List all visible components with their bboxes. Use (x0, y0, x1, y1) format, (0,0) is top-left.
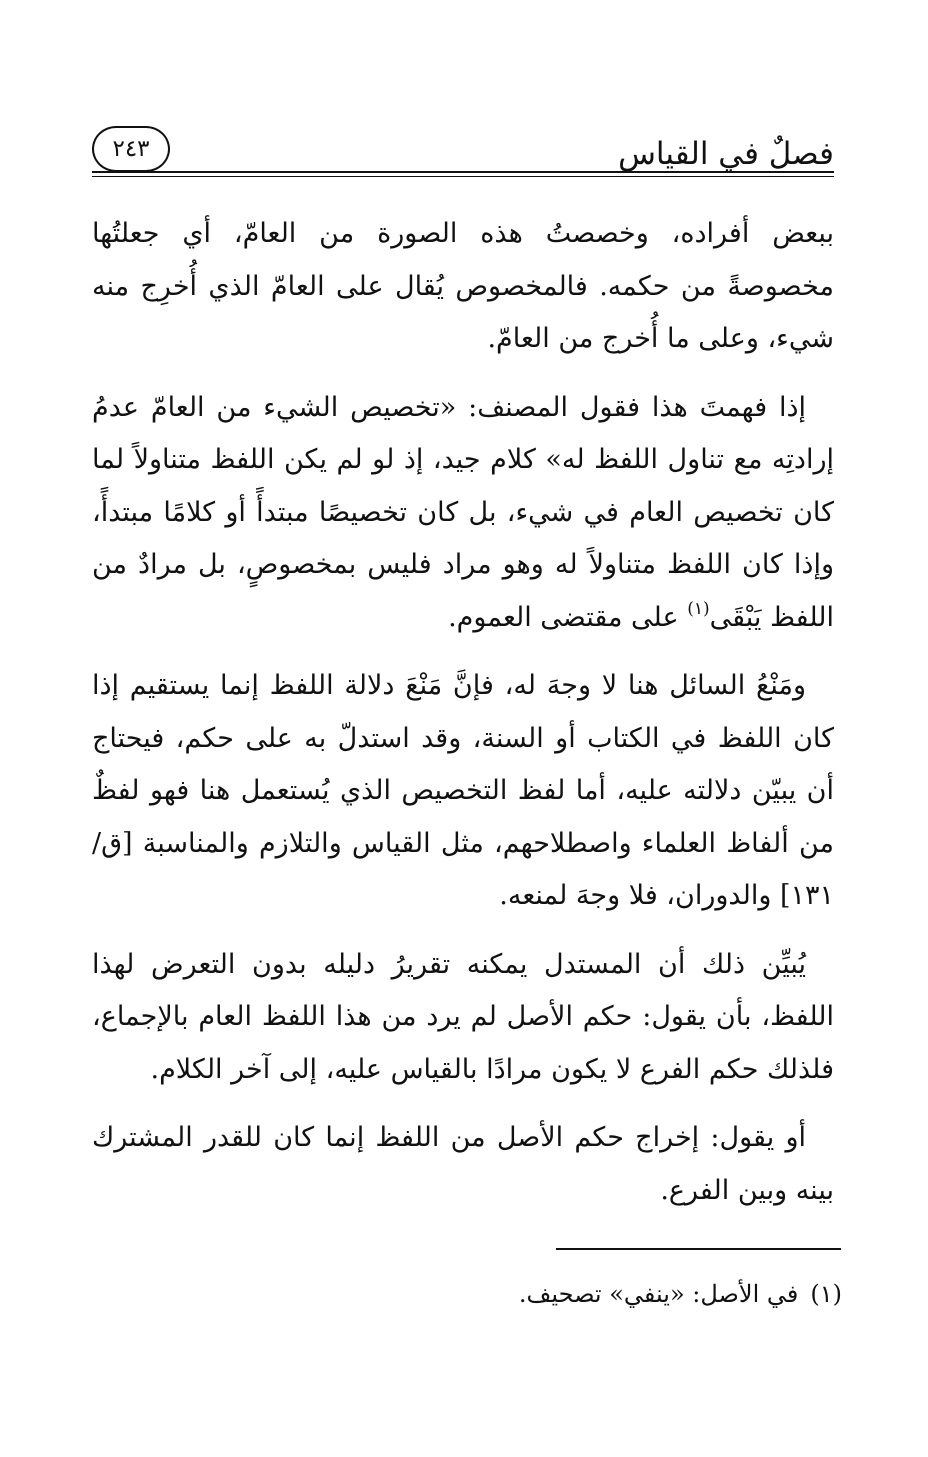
paragraph-2-text: إذا فهمتَ هذا فقول المصنف: «تخصيص الشيء من العامّ عدمُ إرادتِه مع تناول اللفظ له» كلام جيد، إذ لو لم يكن اللفظ متناولاً لما كان تخصيص العام في شيء، بل كان تخصيصًا مبتدأً أو كلامًا مبتدأً، وإذا كان اللفظ متناولاً له وهو مراد فليس بمخصوصٍ، بل مرادٌ من اللفظ يَبْقَى (92, 391, 834, 633)
header-rule-thin (92, 176, 834, 177)
header-rule-thick (92, 171, 834, 173)
paragraph-1: ببعض أفراده، وخصصتُ هذه الصورة من العامّ، أي جعلتُها مخصوصةً من حكمه. فالمخصوص يُقال على العامّ الذي أُخرِج منه شيء، وعلى ما أُخرج من العامّ. (92, 218, 834, 354)
main-text (92, 208, 834, 1233)
footnote-marker: (١) (687, 598, 710, 619)
paragraph-2 (92, 382, 834, 645)
paragraph-5: أو يقول: إخراج حكم الأصل من اللفظ إنما كان للقدر المشترك بينه وبين الفرع. (92, 1122, 834, 1206)
footnote-number: (١) (810, 1280, 842, 1308)
paragraph-4: يُبيِّن ذلك أن المستدل يمكنه تقريرُ دليله بدون التعرض لهذا اللفظ، بأن يقول: حكم الأصل لم يرد من هذا اللفظ العام بالإجماع، فلذلك حكم الفرع لا يكون مرادًا بالقياس عليه، إلى آخر الكلام. (92, 948, 834, 1085)
page-number: ٢٤٣ (92, 126, 170, 172)
chapter-title: فصلٌ في القياس (618, 136, 834, 172)
paragraph-3: ومَنْعُ السائل هنا لا وجهَ له، فإنَّ مَنْعَ دلالة اللفظ إنما يستقيم إذا كان اللفظ في الكتاب أو السنة، وقد استدلّ به على حكم، فيحتاج أن يبيّن دلالته عليه، أما لفظ التخصيص الذي يُستعمل هنا فهو لفظٌ من ألفاظ العلماء واصطلاحهم، مثل القياس والتلازم والمناسبة [ق/١٣١] والدوران، فلا وجهَ لمنعه. (92, 670, 834, 911)
footnote-separator (556, 1248, 841, 1250)
footnote-text: في الأصل: «ينفي» تصحيف. (518, 1280, 799, 1308)
footnote (92, 1274, 842, 1314)
paragraph-2-tail: على مقتضى العموم. (448, 601, 679, 633)
